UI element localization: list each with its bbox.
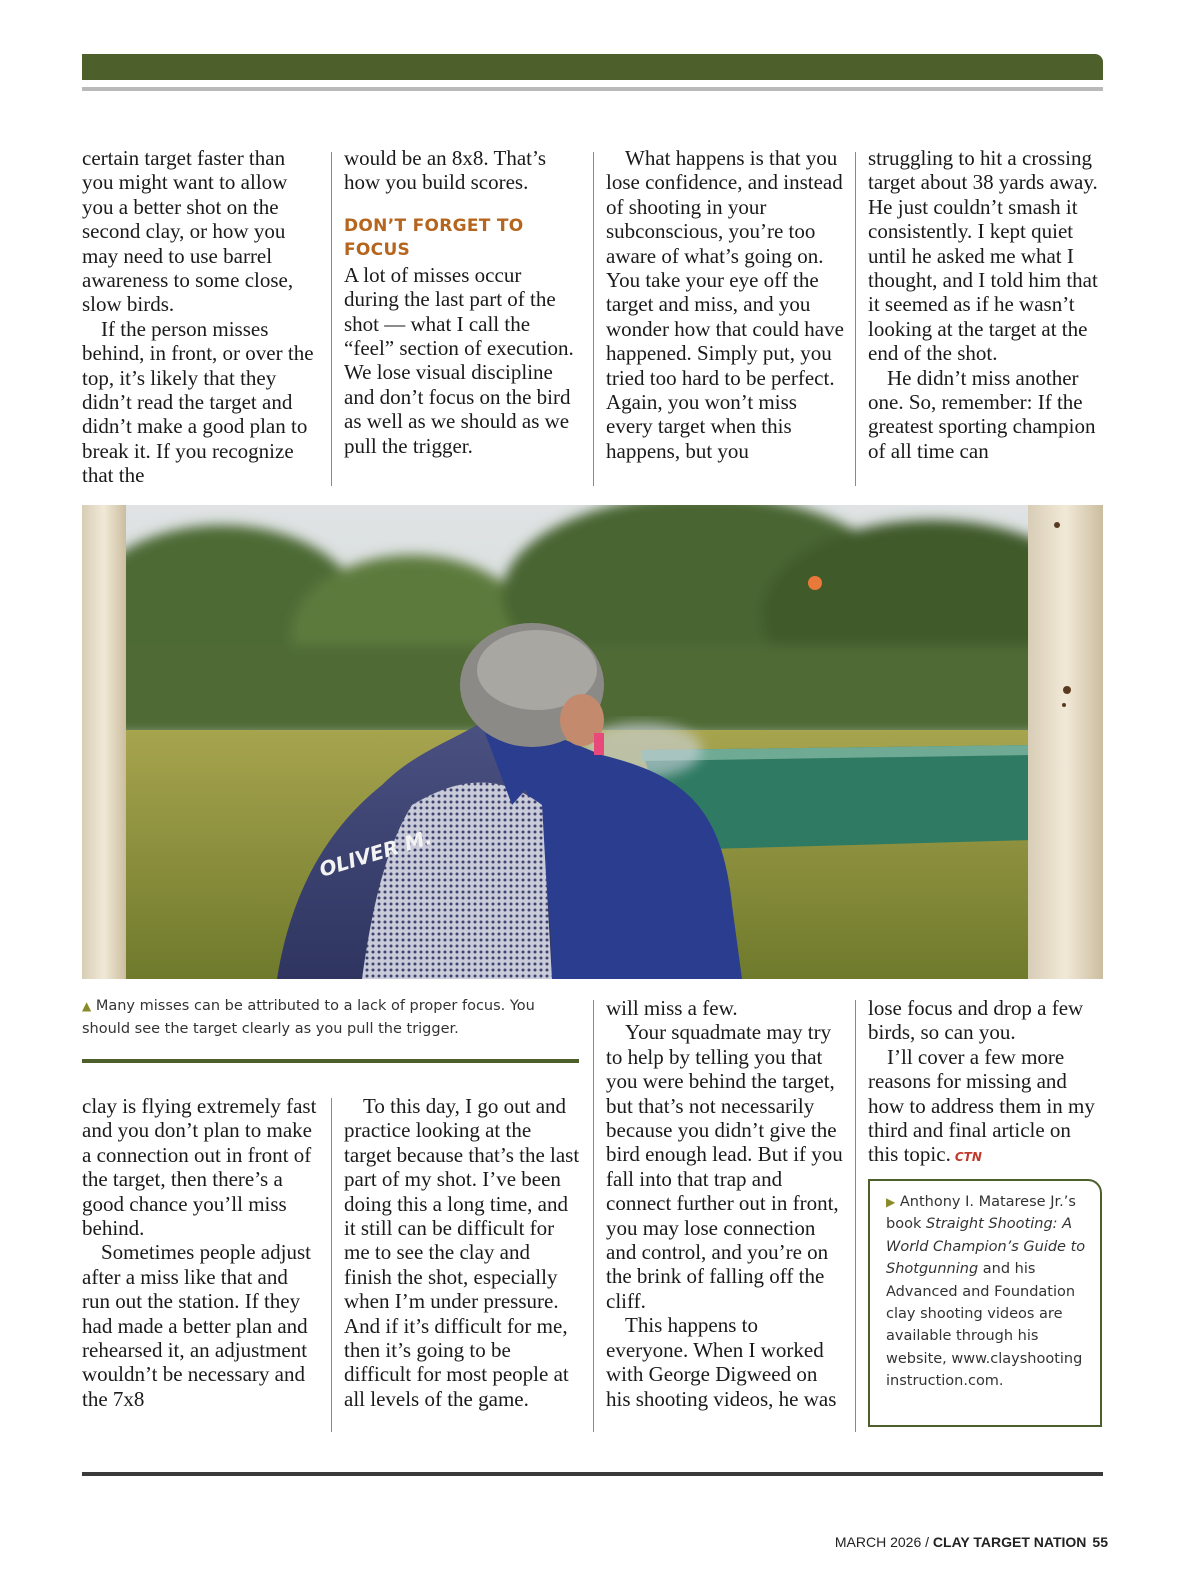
paragraph: He didn’t miss another one. So, remember: If the greatest sporting champion of all time can bbox=[868, 365, 1096, 463]
column-divider bbox=[593, 152, 594, 486]
column-divider bbox=[331, 1098, 332, 1432]
top-column-3 bbox=[606, 146, 844, 463]
top-column-2 bbox=[344, 146, 580, 458]
page-footer bbox=[835, 1534, 1108, 1550]
paragraph: will miss a few. bbox=[606, 996, 738, 1020]
caption-rule bbox=[82, 1059, 579, 1063]
paragraph: would be an 8x8. That’s how you build scores. bbox=[344, 146, 547, 195]
top-accent-bar bbox=[82, 54, 1103, 80]
paragraph: To this day, I go out and practice looking at the target because that’s the last part of my shot. I’ve been doing this a long time, and it still can be difficult for me to see the clay and finish the shot, especially when I’m under pressure. And if it’s difficult for me, then it’s going to be difficult for most people at all levels of the game. bbox=[344, 1094, 580, 1411]
paragraph bbox=[868, 1045, 1102, 1170]
shooter-photo-illustration bbox=[82, 505, 1103, 979]
triangle-bullet-icon: ▶ bbox=[886, 1195, 896, 1209]
ctn-end-mark: CTN bbox=[954, 1150, 982, 1165]
footer-magazine: CLAY TARGET NATION bbox=[932, 1534, 1087, 1550]
bio-book-title: Straight Shooting: A World Champion’s Guide to Shotgunning bbox=[886, 1216, 1086, 1278]
column-divider bbox=[331, 152, 332, 486]
footer-issue: MARCH 2026 / bbox=[834, 1534, 933, 1550]
paragraph: certain target faster than you might want to allow you a better shot on the second clay, or how you may need to use barrel awareness to some close, slow birds. bbox=[82, 146, 294, 317]
bottom-column-1 bbox=[82, 1094, 320, 1411]
top-column-4 bbox=[868, 146, 1102, 463]
caption-text: Many misses can be attributed to a lack of proper focus. You should see the target clearly as you pull the trigger. bbox=[82, 998, 535, 1037]
bottom-column-2 bbox=[344, 1094, 580, 1411]
page-number: 55 bbox=[1092, 1534, 1108, 1550]
paragraph: What happens is that you lose confidence, and instead of shooting in your subconscious, you’re too aware of what’s going on. You take your eye off the target and miss, and you wonder how that could have happened. Simply put, you tried too hard to be perfect. Again, you won’t miss every target when this happens, but you bbox=[606, 146, 844, 463]
paragraph: clay is flying extremely fast and you don’t plan to make a connection out in front of the target, then there’s a good chance you’ll miss behind. bbox=[82, 1094, 317, 1241]
bio-rest: and his Advanced and Foundation clay shooting videos are available through his website, www.clayshooting instruction.com. bbox=[886, 1261, 1083, 1390]
bottom-rule bbox=[82, 1472, 1103, 1476]
author-bio-box bbox=[868, 1179, 1102, 1427]
paragraph: Your squadmate may try to help by telling you that you were behind the target, but that’s not necessarily because you didn’t give the bird enough lead. But if you fall into that trap and connect further out in front, you may lose connection and control, and you’re on the brink of falling off the cliff. bbox=[606, 1020, 843, 1313]
bio-lead: Anthony I. Matarese Jr.’s book bbox=[886, 1194, 1076, 1233]
column-divider bbox=[855, 1000, 856, 1432]
paragraph: A lot of misses occur during the last part of the shot — what I call the “feel” section of execution. We lose visual discipline and don’t focus on the bird as well as we should as we pull the trigger. bbox=[344, 262, 574, 458]
column-divider bbox=[593, 1000, 594, 1432]
top-gray-rule bbox=[82, 87, 1103, 91]
paragraph: This happens to everyone. When I worked with George Digweed on his shooting videos, he was bbox=[606, 1313, 837, 1411]
paragraph: struggling to hit a crossing target about 38 yards away. He just couldn’t smash it consistently. I kept quiet until he asked me what I thought, and I told him that it seemed as if he wasn’t looking at the target at the end of the shot. bbox=[868, 146, 1098, 366]
top-column-1 bbox=[82, 146, 318, 488]
bottom-column-4 bbox=[868, 996, 1102, 1170]
section-heading: DON’T FORGET TO FOCUS bbox=[344, 215, 524, 260]
column-divider bbox=[855, 152, 856, 486]
photo-caption bbox=[82, 995, 582, 1040]
article-photo bbox=[82, 505, 1103, 979]
paragraph: Sometimes people adjust after a miss like that and run out the station. If they had made a better plan and rehearsed it, an adjustment wouldn’t be necessary and the 7x8 bbox=[82, 1240, 311, 1411]
vest-name-label: OLIVER M. bbox=[316, 824, 435, 882]
closing-text: I’ll cover a few more reasons for missing and how to address them in my third and final article on this topic. bbox=[868, 1044, 1095, 1167]
triangle-bullet-icon: ▲ bbox=[82, 999, 92, 1013]
paragraph: lose focus and drop a few birds, so can you. bbox=[868, 996, 1084, 1045]
paragraph: If the person misses behind, in front, or over the top, it’s likely that they didn’t read the target and didn’t make a good plan to break it. If you recognize that the bbox=[82, 316, 314, 488]
bottom-column-3 bbox=[606, 996, 844, 1411]
